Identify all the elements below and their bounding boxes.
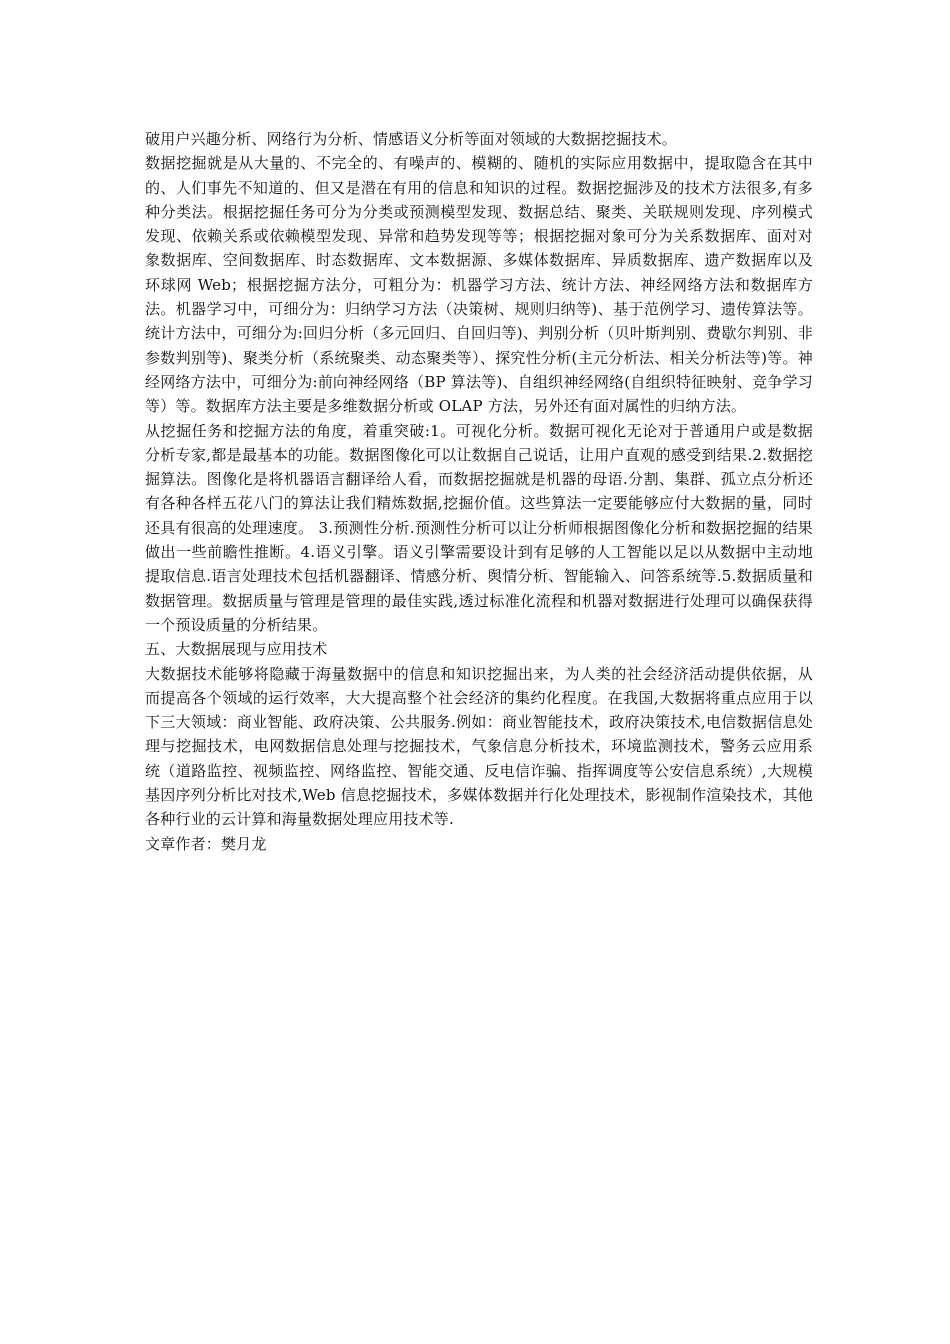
section-heading-applications: 五、大数据展现与应用技术 — [145, 640, 328, 659]
paragraph-applications: 大数据技术能够将隐藏于海量数据中的信息和知识挖掘出来，为人类的社会经济活动提供依据，从而提高各个领域的运行效率，大大提高整个社会经济的集约化程度。在我国,大数据将重点应用于以下三大领域：商业智能、政府决策、公共服务.例如：商业智能技术，政府决策技术,电信数据信息处理与挖掘技术，电网数据信息处理与挖掘技术，气象信息分析技术，环境监测技术，警务云应用系统（道路监控、视频监控、网络监控、智能交通、反电信诈骗、指挥调度等公安信息系统）,大规模基因序列分析比对技术,Web 信息挖掘技术，多媒体数据并行化处理技术，影视制作渲染技术，其他各种行业的云计算和海量数据处理应用技术等. — [145, 664, 813, 829]
author-line: 文章作者：樊月龙 — [145, 834, 267, 853]
paragraph-data-mining-methods: 数据挖掘就是从大量的、不完全的、有噪声的、模糊的、随机的实际应用数据中，提取隐含在其中的、人们事先不知道的、但又是潜在有用的信息和知识的过程。数据挖掘涉及的技术方法很多,有多种分类法。根据挖掘任务可分为分类或预测模型发现、数据总结、聚类、关联规则发现、序列模式发现、依赖关系或依赖模型发现、异常和趋势发现等等；根据挖掘对象可分为关系数据库、面对对象数据库、空间数据库、时态数据库、文本数据源、多媒体数据库、异质数据库、遗产数据库以及环球网 Web；根据挖掘方法分，可粗分为：机器学习方法、统计方法、神经网络方法和数据库方法。机器学习中，可细分为：归纳学习方法（决策树、规则归纳等)、基于范例学习、遗传算法等。统计方法中，可细分为:回归分析（多元回归、自回归等)、判别分析（贝叶斯判别、费歇尔判别、非参数判别等)、聚类分析（系统聚类、动态聚类等）、探究性分析(主元分析法、相关分析法等)等。神经网络方法中，可细分为:前向神经网络（BP 算法等)、自组织神经网络(自组织特征映射、竞争学习等）等。数据库方法主要是多维数据分析或 OLAP 方法，另外还有面对属性的归纳方法。 — [145, 154, 813, 416]
document-page — [145, 127, 813, 856]
paragraph-key-breakthroughs: 从挖掘任务和挖掘方法的角度，着重突破:1。可视化分析。数据可视化无论对于普通用户或是数据分析专家,都是最基本的功能。数据图像化可以让数据自己说话，让用户直观的感受到结果.2.数据挖掘算法。图像化是将机器语言翻译给人看，而数据挖掘就是机器的母语.分割、集群、孤立点分析还有各种各样五花八门的算法让我们精炼数据,挖掘价值。这些算法一定要能够应付大数据的量，同时还具有很高的处理速度。 3.预测性分析.预测性分析可以让分析师根据图像化分析和数据挖掘的结果做出一些前瞻性推断。4.语义引擎。语义引擎需要设计到有足够的人工智能以足以从数据中主动地提取信息.语言处理技术包括机器翻译、情感分析、舆情分析、智能输入、问答系统等.5.数据质量和数据管理。数据质量与管理是管理的最佳实践,透过标准化流程和机器对数据进行处理可以确保获得一个预设质量的分析结果。 — [145, 421, 813, 634]
paragraph-intro-tail: 破用户兴趣分析、网络行为分析、情感语义分析等面对领域的大数据挖掘技术。 — [145, 130, 678, 148]
